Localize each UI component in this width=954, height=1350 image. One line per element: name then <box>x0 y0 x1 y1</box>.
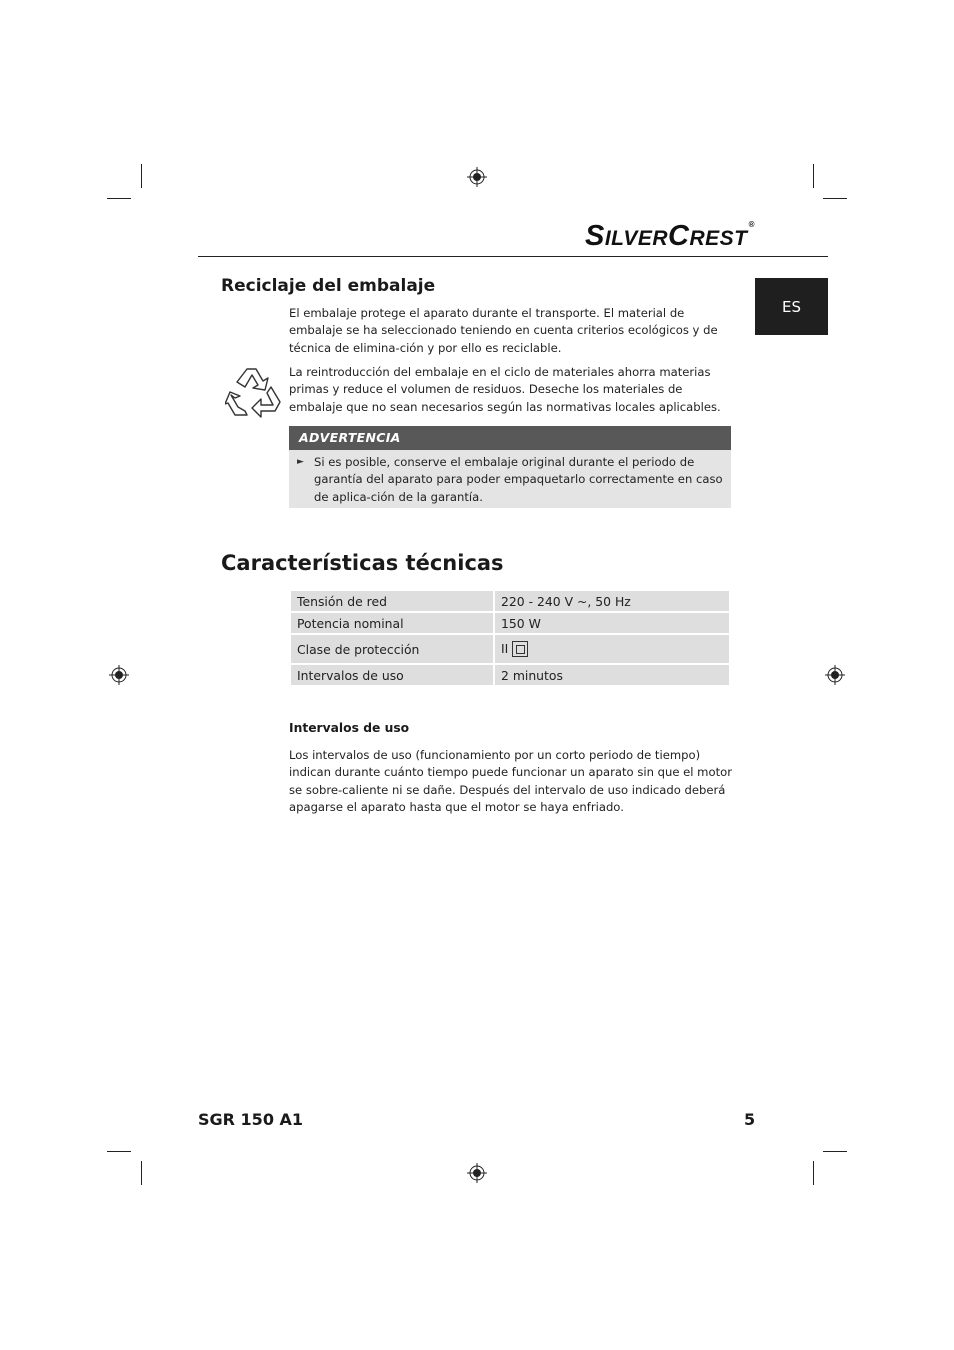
arrow-bullet-icon: ► <box>297 457 304 467</box>
table-row <box>290 612 730 634</box>
language-tab: ES <box>755 278 828 335</box>
spec-key: Tensión de red <box>290 590 494 612</box>
recycle-icon <box>225 365 285 421</box>
table-row <box>290 664 730 686</box>
footer-model: SGR 150 A1 <box>198 1110 304 1129</box>
recycling-paragraph-1: El embalaje protege el aparato durante el transporte. El material de embalaje se ha seleccionado teniendo en cuenta criterios ecológicos y de técnica de elimina-ción y por ello es reciclable. <box>289 306 718 355</box>
usage-intervals-paragraph: Los intervalos de uso (funcionamiento por un corto periodo de tiempo) indican durante cuánto tiempo puede funcionar un aparato sin que el motor se sobre-caliente ni se dañe. Después del intervalo de uso indicado deberá apagarse el aparato hasta que el motor se haya enfriado. <box>289 748 732 814</box>
spec-value <box>494 634 730 664</box>
registration-mark-icon <box>467 167 487 187</box>
brand-logo: SILVERCREST® <box>585 220 755 252</box>
recycling-heading: Reciclaje del embalaje <box>221 276 436 296</box>
spec-value: 220 - 240 V ~, 50 Hz <box>494 590 730 612</box>
recycling-paragraph-2: La reintroducción del embalaje en el ciclo de materiales ahorra materias primas y reduce el volumen de residuos. Deseche los materiales de embalaje que no sean necesarios según las normativas locales aplicables. <box>289 365 721 414</box>
registration-mark-icon <box>467 1163 487 1183</box>
spec-value: 2 minutos <box>494 664 730 686</box>
crop-mark <box>823 1151 847 1152</box>
crop-mark <box>107 198 131 199</box>
warning-body <box>289 450 731 506</box>
spec-key: Intervalos de uso <box>290 664 494 686</box>
crop-mark <box>107 1151 131 1152</box>
protection-class-text: II <box>501 640 509 656</box>
registration-mark-icon <box>109 665 129 685</box>
spec-key: Clase de protección <box>290 634 494 664</box>
crop-mark <box>141 164 142 188</box>
registration-mark-icon <box>825 665 845 685</box>
spec-value: 150 W <box>494 612 730 634</box>
crop-mark <box>813 1161 814 1185</box>
crop-mark <box>823 198 847 199</box>
warning-text: Si es posible, conserve el embalaje original durante el periodo de garantía del aparato para poder empaquetarlo correctamente en caso de aplica-ción de la garantía. <box>314 455 723 504</box>
warning-box <box>289 426 731 508</box>
crop-mark <box>813 164 814 188</box>
spec-key: Potencia nominal <box>290 612 494 634</box>
crop-mark <box>141 1161 142 1185</box>
table-row <box>290 634 730 664</box>
header-divider <box>198 256 828 257</box>
spec-table <box>289 589 731 687</box>
warning-title: ADVERTENCIA <box>289 426 731 450</box>
tech-heading: Características técnicas <box>221 551 504 575</box>
protection-class-ii-icon <box>512 641 528 657</box>
page-number: 5 <box>744 1110 756 1129</box>
usage-intervals-subheading: Intervalos de uso <box>289 721 410 735</box>
table-row <box>290 590 730 612</box>
